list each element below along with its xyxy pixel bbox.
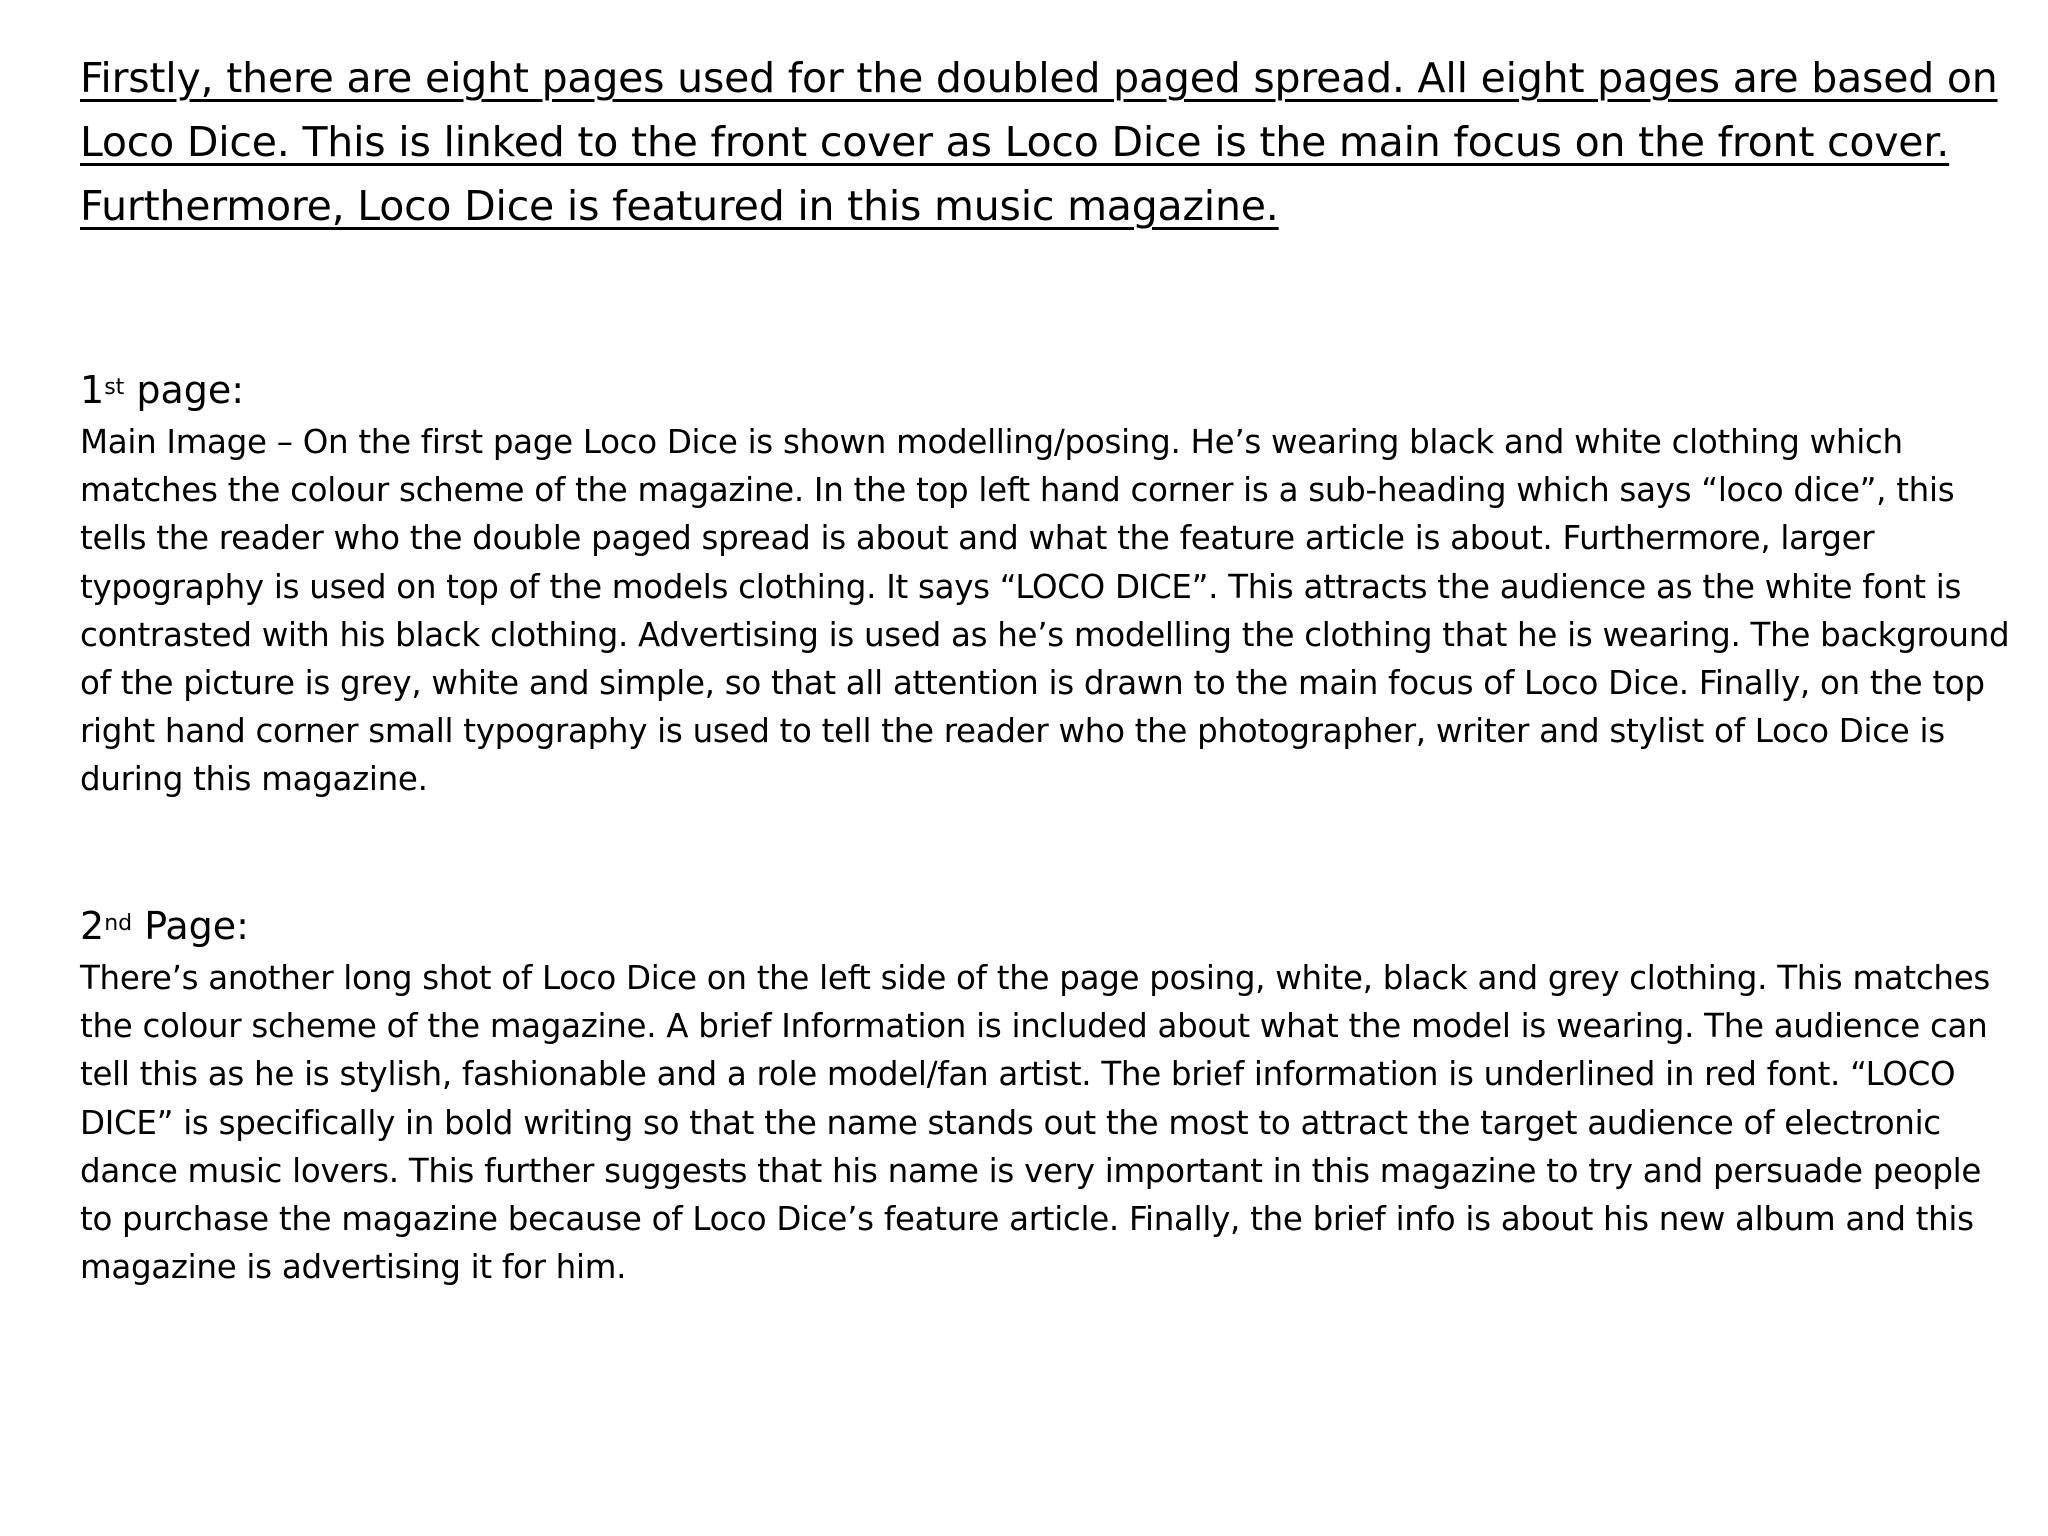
section-body-second-page: There’s another long shot of Loco Dice on the left side of the page posing, white, black and grey clothing. This matches the colour scheme of the magazine. A brief Information is included about what the model is wearing. The audience can tell this as he is stylish, fashionable and a role model/fan artist. The brief information is underlined in red font. “LOCO DICE” is specifically in bold writing so that the name stands out the most to attract the target audience of electronic dance music lovers. This further suggests that his name is very important in this magazine to try and persuade people to purchase the magazine because of Loco Dice’s feature article. Finally, the brief info is about his new album and this magazine is advertising it for him. bbox=[80, 959, 1991, 1287]
section-heading-first-page bbox=[80, 362, 2015, 418]
ordinal-suffix: st bbox=[104, 375, 125, 400]
section-number: 1 bbox=[80, 368, 105, 412]
section-heading-second-page bbox=[80, 898, 2015, 954]
section-second-page bbox=[80, 898, 2015, 1291]
section-label: page: bbox=[124, 368, 245, 412]
section-number: 2 bbox=[80, 904, 105, 948]
section-first-page bbox=[80, 362, 2015, 804]
section-body-first-page: Main Image – On the first page Loco Dice is shown modelling/posing. He’s wearing black and white clothing which matches the colour scheme of the magazine. In the top left hand corner is a sub-heading which says “loco dice”, this tells the reader who the double paged spread is about and what the feature article is about. Furthermore, larger typography is used on top of the models clothing. It says “LOCO DICE”. This attracts the audience as the white font is contrasted with his black clothing. Advertising is used as he’s modelling the clothing that he is wearing. The background of the picture is grey, white and simple, so that all attention is drawn to the main focus of Loco Dice. Finally, on the top right hand corner small typography is used to tell the reader who the photographer, writer and stylist of Loco Dice is during this magazine. bbox=[80, 423, 2010, 799]
intro-paragraph: Firstly, there are eight pages used for the doubled paged spread. All eight pages are based on Loco Dice. This is linked to the front cover as Loco Dice is the main focus on the front cover. Furthermore, Loco Dice is featured in this music magazine. bbox=[80, 54, 1998, 230]
section-label: Page: bbox=[132, 904, 249, 948]
ordinal-suffix: nd bbox=[104, 911, 133, 936]
